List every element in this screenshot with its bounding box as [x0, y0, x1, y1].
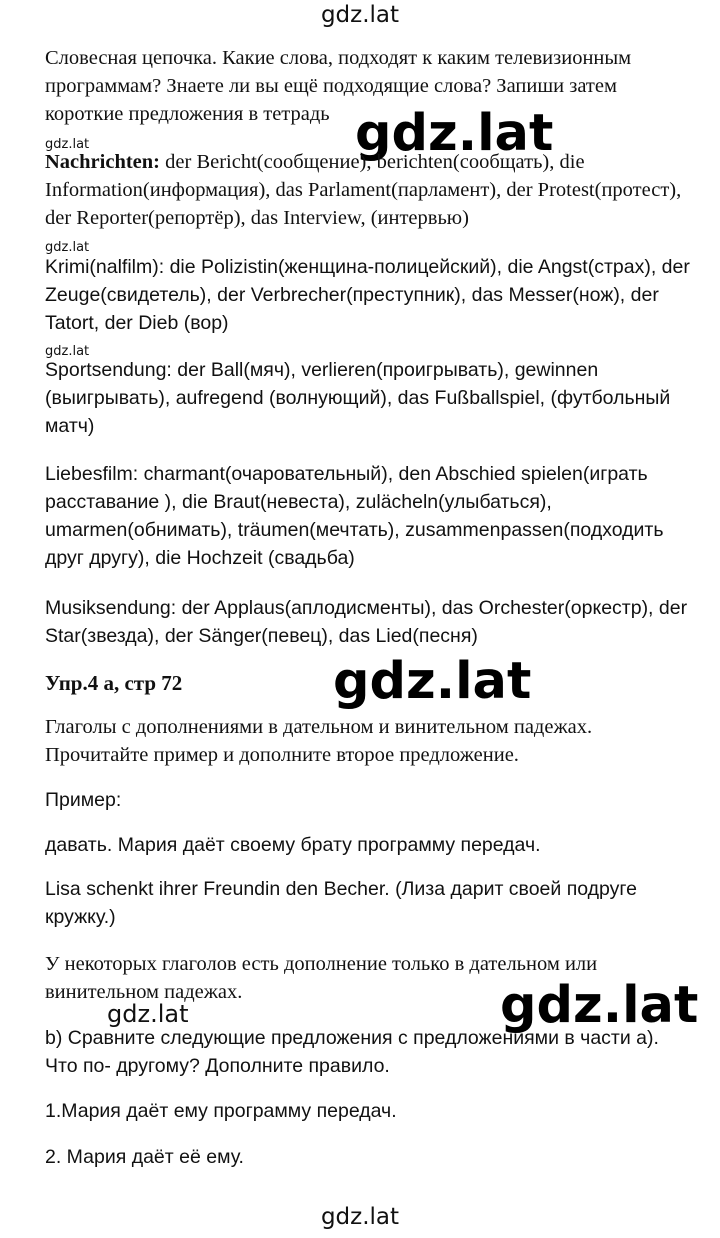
nachrichten-text: der Bericht(сообщение), berichten(сообщать), die Information(информация), das Parlament(парламент), der Protest(протест), der Reporter(репортёр), das Interview, (интервью): [45, 151, 682, 229]
part-b-paragraph: b) Сравните следующие предложения с предложениями в части а). Что по- другому? Дополните правило.: [45, 1027, 659, 1077]
exercise-intro: Глаголы с дополнениями в дательном и винительном падежах. Прочитайте пример и дополните второе предложение.: [45, 716, 593, 766]
watermark-top: gdz.lat: [320, 2, 400, 28]
krimi-paragraph: Krimi(nalfilm): die Polizistin(женщина-полицейский), die Angst(страх), der Zeuge(свидетель), der Verbrecher(преступник), das Messer(нож), der Tatort, der Dieb (вор): [45, 256, 690, 334]
watermark-large: gdz.lat: [355, 104, 554, 163]
exercise-heading: Упр.4 а, стр 72: [45, 671, 183, 695]
intro-paragraph: Словесная цепочка. Какие слова, подходят к каким телевизионным программам? Знаете ли вы ещё подходящие слова? Запиши затем короткие предложения в тетрадь: [45, 47, 632, 125]
example-label: Пример:: [45, 789, 122, 811]
nachrichten-label: Nachrichten:: [45, 151, 161, 173]
sport-paragraph: Sportsendung: der Ball(мяч), verlieren(проигрывать), gewinnen (выигрывать), aufregend (волнующий), das Fußballspiel, (футбольный матч): [45, 359, 671, 437]
watermark-bottom: gdz.lat: [320, 1204, 400, 1230]
example-german: Lisa schenkt ihrer Freundin den Becher. (Лиза дарит своей подруге кружку.): [45, 878, 637, 928]
nachrichten-paragraph: [45, 148, 695, 232]
watermark-large: gdz.lat: [333, 652, 532, 711]
musik-paragraph: Musiksendung: der Applaus(аплодисменты), das Orchester(оркестр), der Star(звезда), der Sänger(певец), das Lied(песня): [45, 597, 688, 647]
watermark-small: gdz.lat: [45, 240, 90, 255]
sentence-1: 1.Мария даёт ему программу передач.: [45, 1100, 397, 1122]
watermark-medium: gdz.lat: [107, 1000, 189, 1028]
watermark-small: gdz.lat: [45, 344, 90, 359]
watermark-large: gdz.lat: [500, 976, 699, 1035]
liebesfilm-paragraph: Liebesfilm: charmant(очаровательный), den Abschied spielen(играть расставание ), die Braut(невеста), zulächeln(улыбаться), umarmen(обнимать), träumen(мечтать), zusammenpassen(подходить друг другу), die Hochzeit (свадьба): [45, 463, 664, 569]
rule-paragraph: У некоторых глаголов есть дополнение только в дательном или винительном падежах.: [45, 953, 598, 1003]
sentence-2: 2. Мария даёт её ему.: [45, 1146, 244, 1168]
watermark-small: gdz.lat: [45, 137, 90, 152]
example-russian: давать. Мария даёт своему брату программу передач.: [45, 834, 541, 856]
